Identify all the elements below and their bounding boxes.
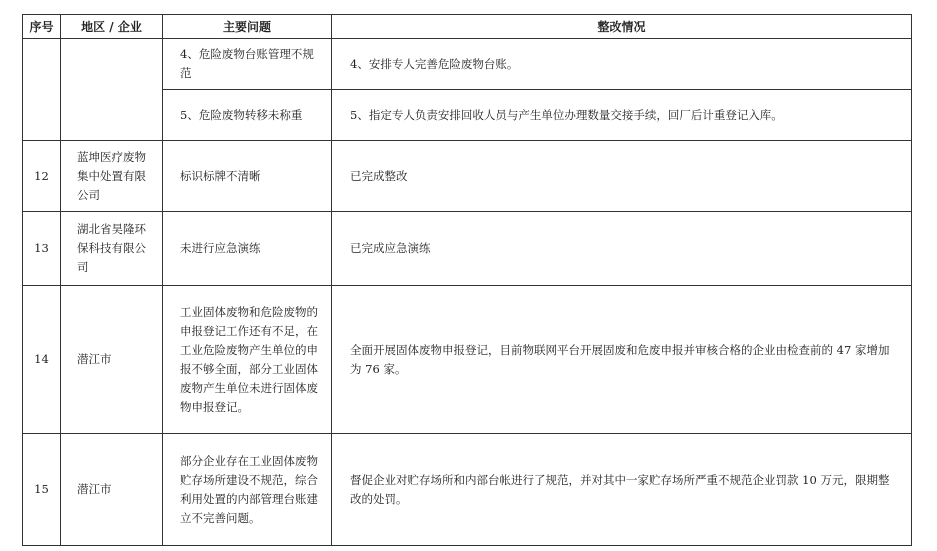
row-entity: 潜江市 bbox=[61, 434, 163, 546]
row-number: 13 bbox=[23, 212, 61, 286]
rectification-table bbox=[22, 14, 912, 546]
header-no: 序号 bbox=[23, 15, 61, 39]
row-rectification: 已完成应急演练 bbox=[332, 212, 912, 286]
rectification-table-container bbox=[22, 14, 911, 546]
row-rectification: 4、安排专人完善危险废物台账。 bbox=[332, 39, 912, 90]
table-row bbox=[23, 212, 912, 286]
row-issue: 部分企业存在工业固体废物贮存场所建设不规范，综合利用处置的内部管理台账建立不完善问题。 bbox=[163, 434, 332, 546]
row-rectification: 督促企业对贮存场所和内部台帐进行了规范，并对其中一家贮存场所严重不规范企业罚款 10 万元，限期整改的处罚。 bbox=[332, 434, 912, 546]
table-row bbox=[23, 39, 912, 90]
row-issue: 4、危险废物台账管理不规范 bbox=[163, 39, 332, 90]
row-entity: 蓝坤医疗废物集中处置有限公司 bbox=[61, 141, 163, 212]
table-row bbox=[23, 286, 912, 434]
row-rectification: 全面开展固体废物申报登记，目前物联网平台开展固废和危废申报并审核合格的企业由检查前的 47 家增加为 76 家。 bbox=[332, 286, 912, 434]
table-row bbox=[23, 434, 912, 546]
row-issue: 未进行应急演练 bbox=[163, 212, 332, 286]
table-row bbox=[23, 141, 912, 212]
row-rectification: 5、指定专人负责安排回收人员与产生单位办理数量交接手续，回厂后计重登记入库。 bbox=[332, 90, 912, 141]
row-number: 15 bbox=[23, 434, 61, 546]
row-issue: 工业固体废物和危险废物的申报登记工作还有不足，在工业危险废物产生单位的申报不够全面，部分工业固体废物产生单位未进行固体废物申报登记。 bbox=[163, 286, 332, 434]
row-entity: 潜江市 bbox=[61, 286, 163, 434]
header-issue: 主要问题 bbox=[163, 15, 332, 39]
row-issue: 5、危险废物转移未称重 bbox=[163, 90, 332, 141]
row-issue: 标识标牌不清晰 bbox=[163, 141, 332, 212]
table-header-row bbox=[23, 15, 912, 39]
row-number: 14 bbox=[23, 286, 61, 434]
header-entity: 地区 / 企业 bbox=[61, 15, 163, 39]
row-rectification: 已完成整改 bbox=[332, 141, 912, 212]
row-entity bbox=[61, 39, 163, 141]
row-entity: 湖北省昊隆环保科技有限公司 bbox=[61, 212, 163, 286]
row-number: 12 bbox=[23, 141, 61, 212]
header-rectification: 整改情况 bbox=[332, 15, 912, 39]
row-number bbox=[23, 39, 61, 141]
